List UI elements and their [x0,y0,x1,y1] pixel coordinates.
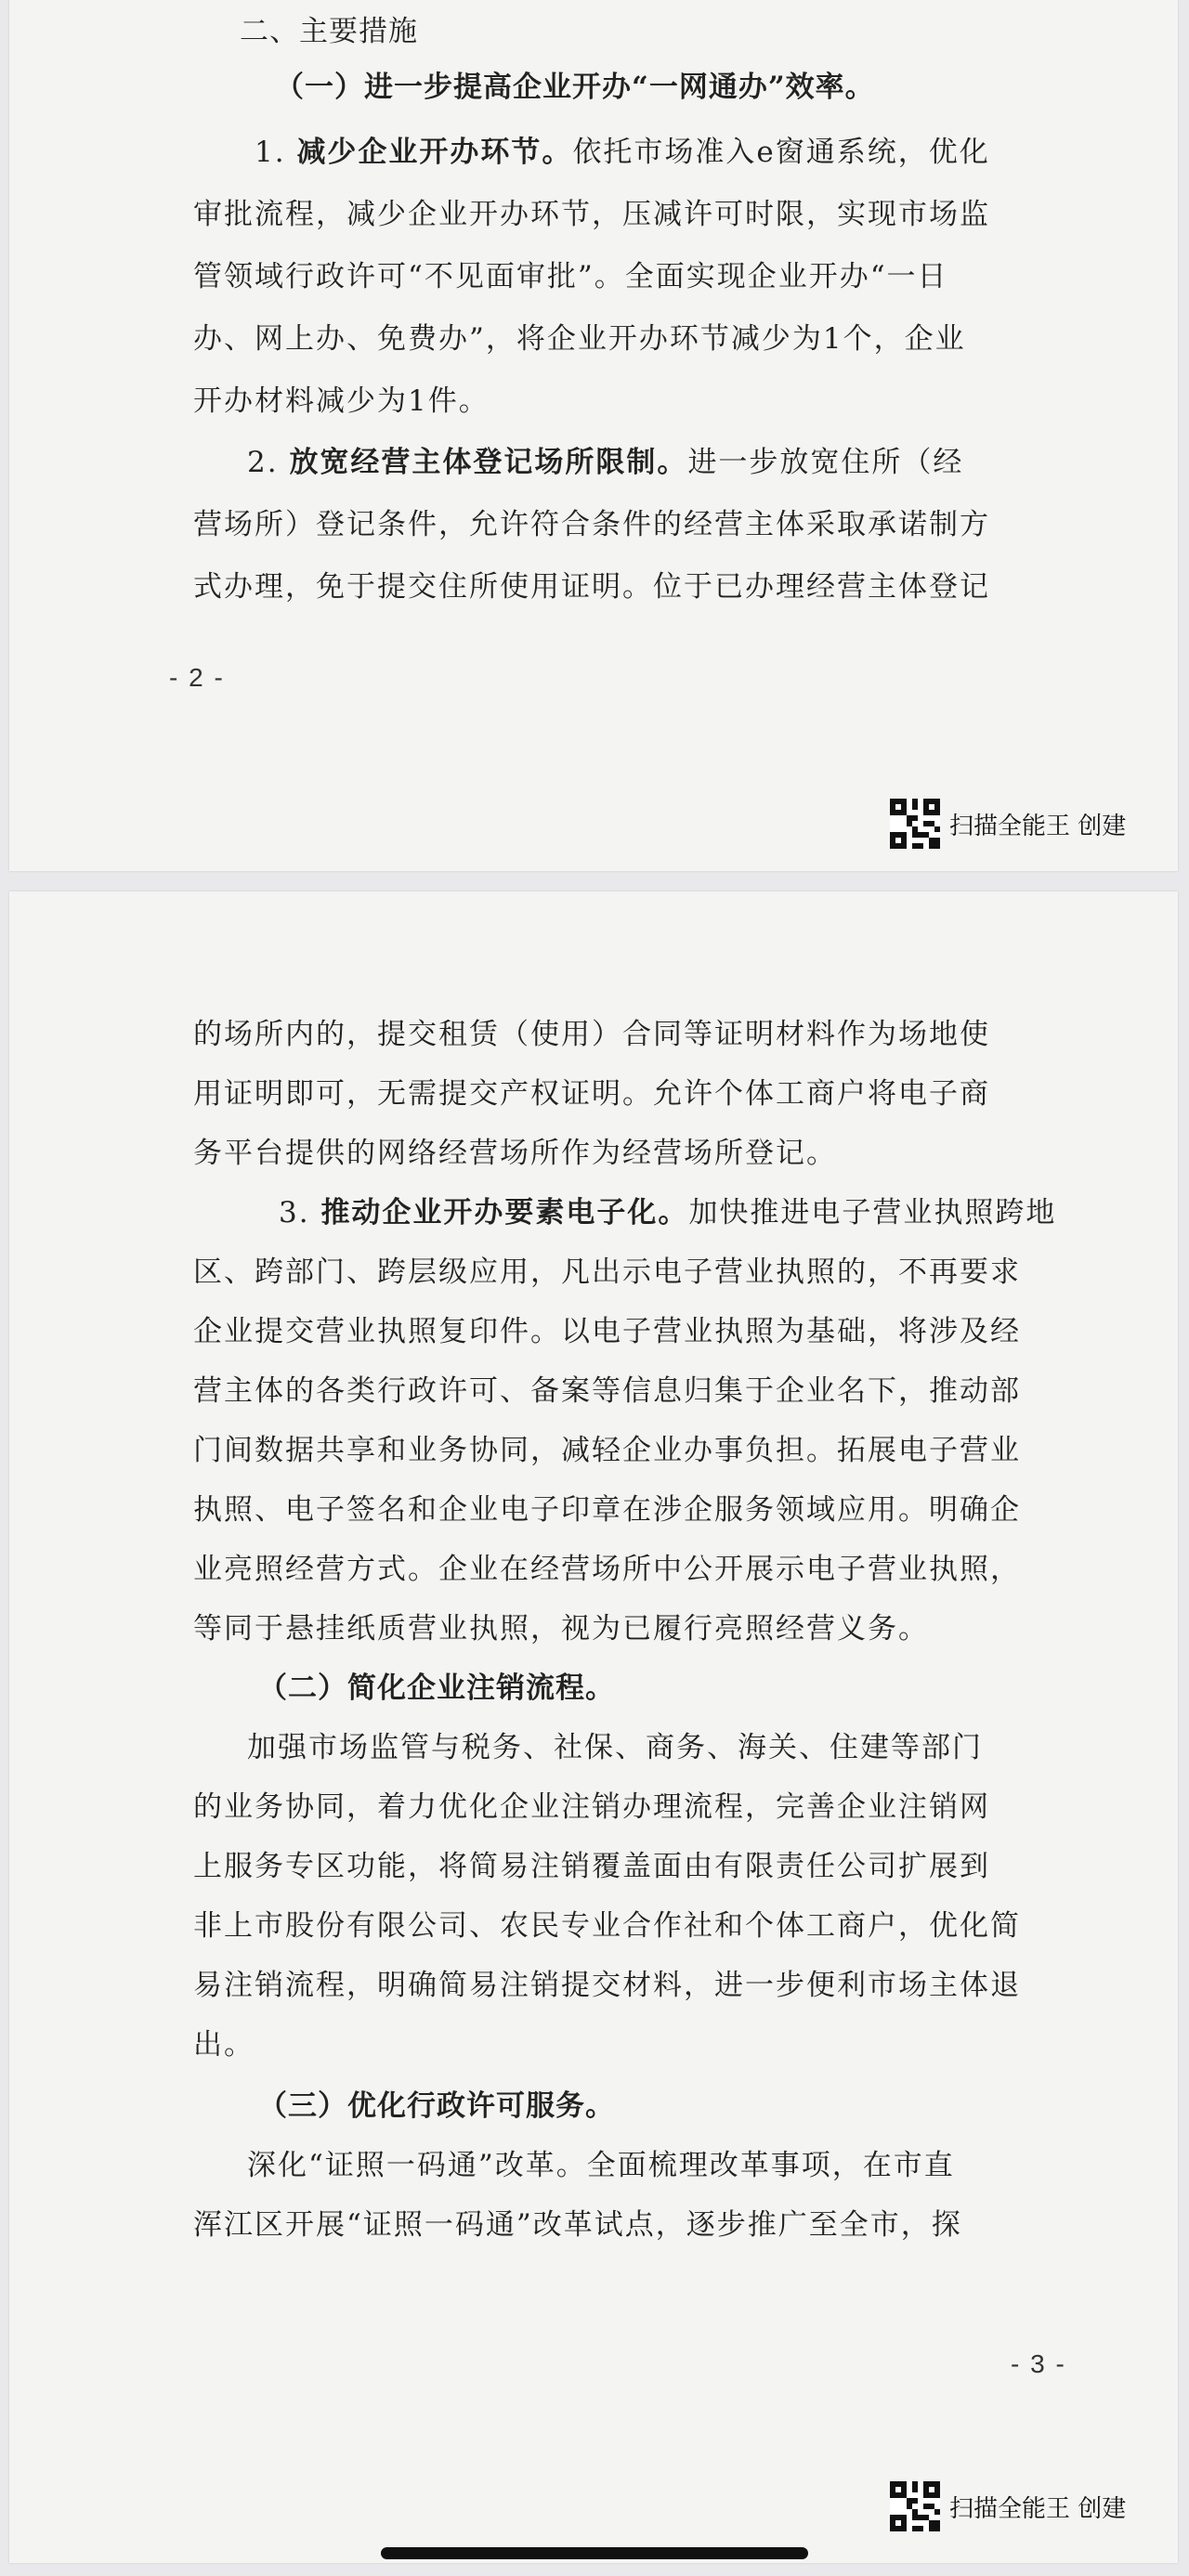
paragraph-line: 办、网上办、免费办”，将企业开办环节减少为1个，企业 [193,322,966,356]
item-number: 3. [279,1196,310,1229]
paragraph-line: 加强市场监管与税务、社保、商务、海关、住建等部门 [247,1731,983,1764]
section-heading: 二、主要措施 [240,15,418,48]
home-indicator[interactable] [381,2547,808,2559]
paragraph-line: 业亮照经营方式。企业在经营场所中公开展示电子营业执照， [193,1553,1021,1586]
paragraph-line: 区、跨部门、跨层级应用，凡出示电子营业执照的，不再要求 [193,1255,1021,1289]
paragraph-line: 用证明即可，无需提交产权证明。允许个体工商户将电子商 [193,1077,990,1111]
paragraph-line: 开办材料减少为1件。 [193,384,490,418]
paragraph-line: 易注销流程，明确简易注销提交材料，进一步便利市场主体退 [193,1969,1021,2002]
subsection-heading: （一）进一步提高企业开办“一网通办”效率。 [275,71,875,104]
page-number: - 2 - [169,663,225,692]
paragraph-line: 上服务专区功能，将简易注销覆盖面由有限责任公司扩展到 [193,1850,990,1883]
scanned-page-3 [9,891,1178,2563]
paragraph-line: 的业务协同，着力优化企业注销办理流程，完善企业注销网 [193,1790,990,1824]
watermark-text: 扫描全能王 创建 [949,812,1127,840]
paragraph-line: 浑江区开展“证照一码通”改革试点，逐步推广至全市，探 [193,2208,962,2242]
paragraph-line: 营场所）登记条件，允许符合条件的经营主体采取承诺制方 [193,508,990,541]
camscanner-watermark [890,2481,1126,2531]
paragraph-line: 务平台提供的网络经营场所作为经营场所登记。 [193,1137,837,1170]
qr-code-icon [890,2481,940,2531]
paragraph-line: 营主体的各类行政许可、备案等信息归集于企业名下，推动部 [193,1374,1021,1408]
paragraph-line: 门间数据共享和业务协同，减轻企业办事负担。拓展电子营业 [193,1434,1021,1467]
paragraph-line: 出。 [193,2028,255,2062]
camscanner-watermark [890,799,1126,849]
paragraph-line: 非上市股份有限公司、农民专业合作社和个体工商户，优化简 [193,1909,1021,1943]
paragraph-line: 的场所内的，提交租赁（使用）合同等证明材料作为场地使 [193,1018,990,1051]
paragraph-line: 等同于悬挂纸质营业执照，视为已履行亮照经营义务。 [193,1612,929,1646]
paragraph-line: 审批流程，减少企业开办环节，压减许可时限，实现市场监 [193,198,990,231]
page-number: - 3 - [1011,2349,1066,2378]
watermark-text: 扫描全能王 创建 [949,2494,1127,2523]
paragraph-line: 式办理，免于提交住所使用证明。位于已办理经营主体登记 [193,570,990,604]
paragraph-line: 执照、电子签名和企业电子印章在涉企服务领域应用。明确企 [193,1493,1021,1527]
paragraph-line: 1. 减少企业开办环节。依托市场准入e窗通系统，优化 [255,136,990,169]
paragraph-line: 3. 推动企业开办要素电子化。加快推进电子营业执照跨地 [279,1196,1057,1229]
item-title: 减少企业开办环节。 [296,136,573,169]
paragraph-line: 深化“证照一码通”改革。全面梳理改革事项，在市直 [247,2149,955,2182]
paragraph-line: 管领域行政许可“不见面审批”。全面实现企业开办“一日 [193,260,948,293]
item-number: 2. [247,446,279,479]
qr-code-icon [890,799,940,849]
subsection-heading: （三）优化行政许可服务。 [258,2089,615,2123]
item-title: 推动企业开办要素电子化。 [320,1196,689,1229]
scanned-page-2 [9,0,1178,871]
subsection-heading: （二）简化企业注销流程。 [258,1672,615,1705]
item-number: 1. [255,136,286,169]
paragraph-line: 企业提交营业执照复印件。以电子营业执照为基础，将涉及经 [193,1315,1021,1348]
paragraph-line: 2. 放宽经营主体登记场所限制。进一步放宽住所（经 [247,446,964,479]
item-title: 放宽经营主体登记场所限制。 [289,446,688,479]
